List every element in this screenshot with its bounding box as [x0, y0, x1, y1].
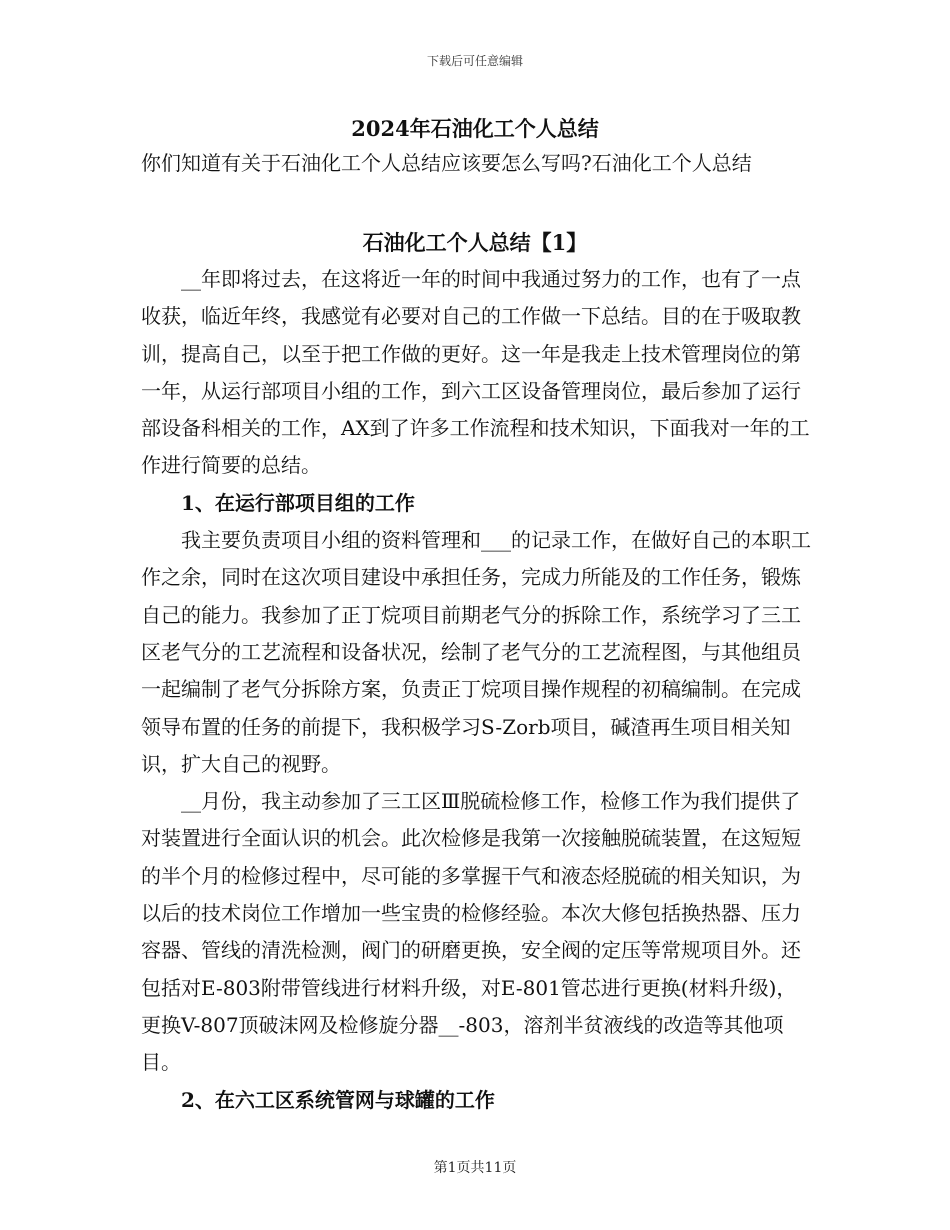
header-note: 下载后可任意编辑: [426, 54, 523, 68]
section-heading: 石油化工个人总结【1】: [362, 230, 588, 255]
document-body: [141, 261, 811, 1119]
paragraph: 我主要负责项目小组的资料管理和___的记录工作，在做好自己的本职工作之余，同时在这次项目建设中承担任务，完成力所能及的工作任务，锻炼自己的能力。我参加了正丁烷项目前期老气分的拆除工作，系统学习了三工区老气分的工艺流程和设备状况，绘制了老气分的工艺流程图，与其他组员一起编制了老气分拆除方案，负责正丁烷项目操作规程的初稿编制。在完成领导布置的任务的前提下，我积极学习S-Zorb项目，碱渣再生项目相关知识，扩大自己的视野。: [141, 528, 811, 776]
subsection-heading: 1、在运行部项目组的工作: [181, 490, 415, 515]
paragraph: __年即将过去，在这将近一年的时间中我通过努力的工作，也有了一点收获，临近年终，我感觉有必要对自己的工作做一下总结。目的在于吸取教训，提高自己，以至于把工作做的更好。这一年是我走上技术管理岗位的第一年，从运行部项目小组的工作，到六工区设备管理岗位，最后参加了运行部设备科相关的工作，AX到了许多工作流程和技术知识，下面我对一年的工作进行简要的总结。: [141, 267, 810, 478]
document-title: 2024年石油化工个人总结: [351, 116, 599, 141]
page-number: 第1页共11页: [433, 1160, 517, 1176]
paragraph: __月份，我主动参加了三工区Ⅲ脱硫检修工作，检修工作为我们提供了对装置进行全面认识的机会。此次检修是我第一次接触脱硫装置，在这短短的半个月的检修过程中，尽可能的多掌握干气和液态烃脱硫的相关知识，为以后的技术岗位工作增加一些宝贵的检修经验。本次大修包括换热器、压力容器、管线的清洗检测，阀门的研磨更换，安全阀的定压等常规项目外。还包括对E-803附带管线进行材料升级，对E-801管芯进行更换(材料升级)，更换V-807顶破沫网及检修旋分器__-803，溶剂半贫液线的改造等其他项目。: [141, 789, 801, 1075]
subsection-heading: 2、在六工区系统管网与球罐的工作: [181, 1087, 495, 1112]
intro-paragraph: 你们知道有关于石油化工个人总结应该要怎么写吗?石油化工个人总结: [141, 151, 752, 175]
